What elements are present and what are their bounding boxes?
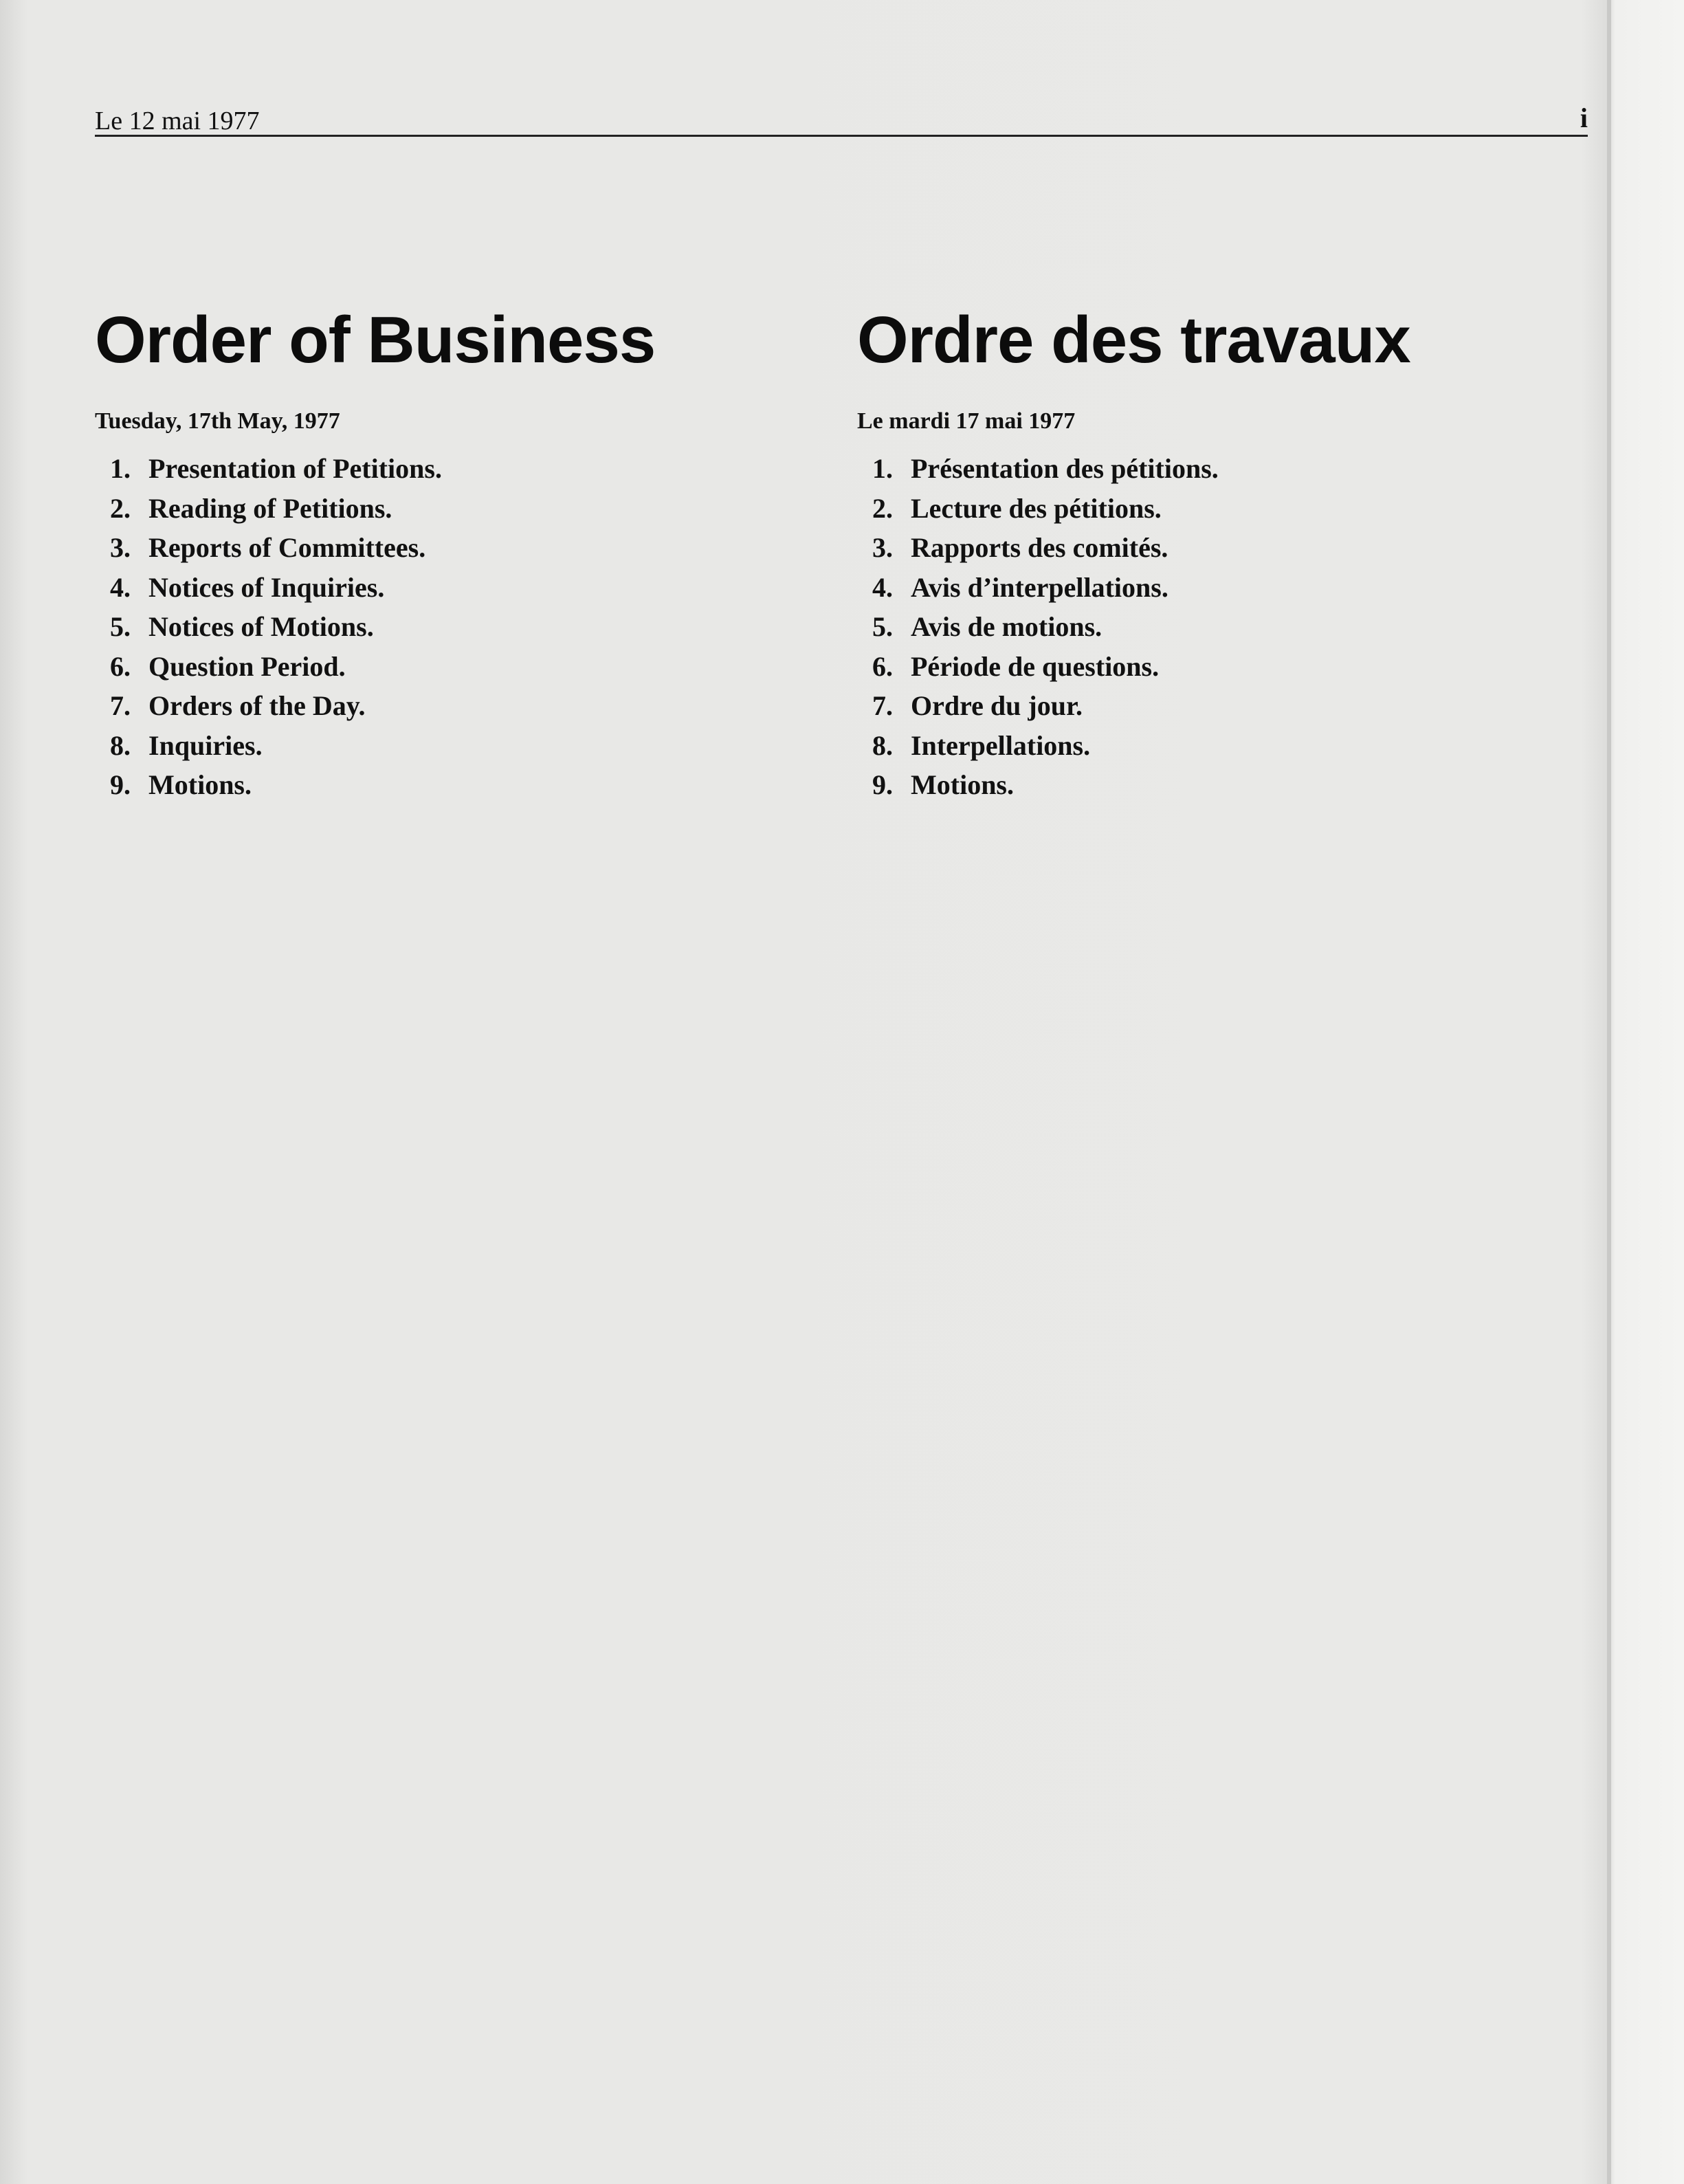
item-number: 8. (872, 729, 893, 761)
english-column (95, 302, 817, 805)
list-item (872, 647, 1579, 687)
list-item (872, 765, 1579, 805)
english-sitting-date: Tuesday, 17th May, 1977 (95, 408, 340, 434)
list-item (110, 726, 817, 766)
item-label: Reports of Committees. (148, 532, 426, 563)
item-number: 1. (872, 453, 893, 484)
item-label: Motions. (911, 769, 1014, 800)
header-date: Le 12 mai 1977 (95, 107, 260, 135)
item-number: 3. (872, 532, 893, 563)
list-item (872, 568, 1579, 608)
list-item (872, 726, 1579, 766)
list-item (110, 607, 817, 647)
list-item (872, 528, 1579, 568)
item-number: 9. (872, 769, 893, 800)
item-number: 5. (872, 611, 893, 642)
item-label: Reading of Petitions. (148, 492, 392, 524)
list-item (110, 686, 817, 726)
french-sitting-date: Le mardi 17 mai 1977 (857, 408, 1076, 434)
page-number: i (1580, 102, 1588, 133)
list-item (110, 765, 817, 805)
item-label: Avis d’interpellations. (911, 571, 1168, 603)
item-label: Interpellations. (911, 729, 1091, 761)
item-number: 6. (110, 650, 131, 682)
french-column (857, 302, 1579, 805)
item-label: Rapports des comités. (911, 532, 1168, 563)
item-label: Notices of Motions. (148, 611, 374, 642)
item-label: Ordre du jour. (911, 690, 1083, 721)
list-item (872, 449, 1579, 489)
english-title: Order of Business (95, 303, 656, 377)
item-number: 7. (872, 690, 893, 721)
page-edge (1607, 0, 1611, 2184)
list-item (872, 686, 1579, 726)
item-label: Lecture des pétitions. (911, 492, 1162, 524)
item-label: Motions. (148, 769, 252, 800)
list-item (110, 449, 817, 489)
running-head (95, 104, 1588, 137)
item-number: 3. (110, 532, 131, 563)
item-number: 2. (872, 492, 893, 524)
item-number: 7. (110, 690, 131, 721)
list-item (872, 607, 1579, 647)
list-item (872, 489, 1579, 529)
item-number: 5. (110, 611, 131, 642)
french-title: Ordre des travaux (857, 303, 1410, 377)
item-label: Période de questions. (911, 650, 1160, 682)
item-number: 1. (110, 453, 131, 484)
list-item (110, 528, 817, 568)
item-label: Notices of Inquiries. (148, 571, 385, 603)
item-label: Inquiries. (148, 729, 263, 761)
item-number: 8. (110, 729, 131, 761)
item-number: 4. (110, 571, 131, 603)
item-label: Orders of the Day. (148, 690, 366, 721)
item-label: Avis de motions. (911, 611, 1103, 642)
list-item (110, 647, 817, 687)
item-label: Presentation of Petitions. (148, 453, 442, 484)
french-order-list (872, 449, 1579, 805)
item-number: 4. (872, 571, 893, 603)
item-label: Présentation des pétitions. (911, 453, 1219, 484)
item-number: 9. (110, 769, 131, 800)
english-order-list (110, 449, 817, 805)
item-label: Question Period. (148, 650, 346, 682)
item-number: 6. (872, 650, 893, 682)
list-item (110, 568, 817, 608)
list-item (110, 489, 817, 529)
item-number: 2. (110, 492, 131, 524)
